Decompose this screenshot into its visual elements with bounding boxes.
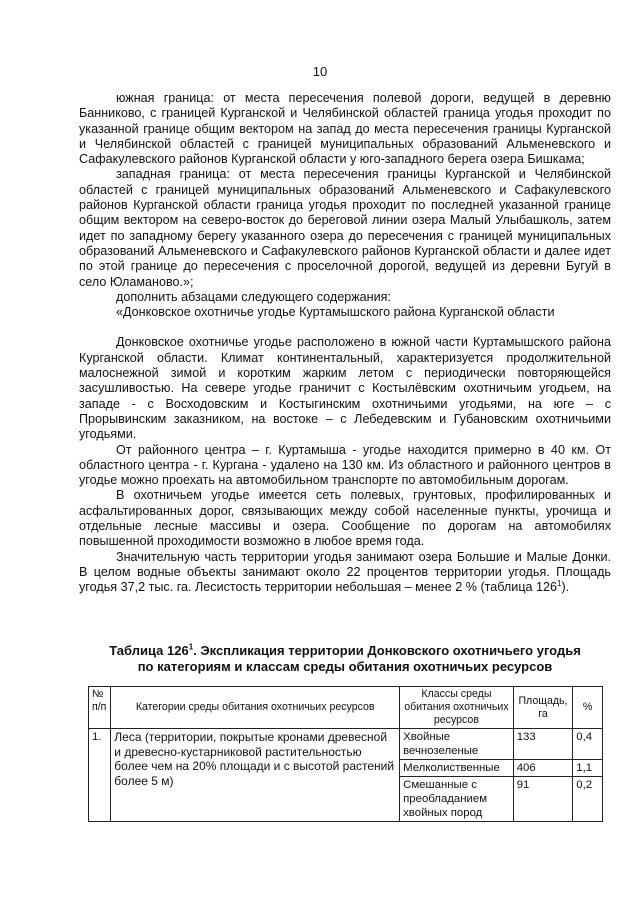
paragraph-location: Донковское охотничье угодье расположено в южной части Куртамышского района Курганской области. Климат континентальный, характеризуется продолжительной малоснежной зимой и коротким жарким летом с периодически повторяющейся засушливостью. На севере угодье граничит с Костылёвским охотничьим угодьем, на западе - с Восходовским и Костыгинским охотничьими угодьями, на юге – с Прорывинским заказником, на востоке – с Лебедевским и Губановским охотничьими угодьями.: [79, 335, 611, 442]
paragraph-lakes: [79, 550, 611, 596]
table-title-line1: . Экспликация территории Донковского охотничьего угодья: [193, 643, 581, 658]
paragraph-west-border: западная граница: от места пересечения границы Курганской и Челябинской областей с границей муниципальных образований Альменевского и Сафакулевского районов Курганской области граница угодья проходит по последней указанной границе общим вектором на северо-восток до береговой линии озера Малый Улыбашколь, затем идет по западному берегу указанного озера до пересечения с границей муниципальных образований Альменевского и Сафакулевского районов Курганской области и далее идет по этой границе до пересечения с проселочной дорогой, ведущей из деревни Бугуй в село Юламаново.»;: [79, 167, 611, 289]
row-class: Мелколиственные: [400, 760, 514, 777]
paragraph-lakes-text: Значительную часть территории угодья занимают озера Большие и Малые Донки. В целом водные объекты занимают около 22 процентов территории угодья. Площадь угодья 37,2 тыс. га. Лесистость территории небольшая – менее 2 % (таблица 126: [79, 549, 611, 595]
header-area: Площадь, га: [513, 687, 573, 729]
body-text: [79, 91, 611, 596]
table-header-row: [89, 687, 603, 729]
row-class: Смешанные с преобладанием хвойных пород: [400, 777, 514, 822]
paragraph-roads: В охотничьем угодье имеется сеть полевых, грунтовых, профилированных и асфальтированных дорог, связывающих между собой населенные пункты, урочища и отдельные лесные массивы и озера. Сообщение по дорогам на автомобилях повышенной проходимости возможно в любое время года.: [79, 488, 611, 549]
row-area: 91: [513, 777, 573, 822]
paragraph-south-border: южная граница: от места пересечения полевой дороги, ведущей в деревню Банниково, с границей Курганской и Челябинской областей граница угодья проходит по указанной границе общим вектором на запад до места пересечения границы Курганской и Челябинской областей с границей муниципальных образований Альменевского и Сафакулевского районов Курганской области у юго-западного берега озера Бишкама;: [79, 91, 611, 167]
paragraph-amendment: дополнить абзацами следующего содержания:: [116, 289, 391, 304]
header-class: Классы среды обитания охотничьих ресурсов: [400, 687, 514, 729]
row-area: 406: [513, 760, 573, 777]
header-percent: %: [573, 687, 603, 729]
row-class: Хвойные вечнозеленые: [400, 729, 514, 760]
header-category: Категории среды обитания охотничьих ресурсов: [111, 687, 400, 729]
explication-table: [88, 686, 603, 822]
paragraph-lakes-suffix: ).: [561, 580, 570, 595]
row-percent: 0,2: [573, 777, 603, 822]
row-category: Леса (территории, покрытые кронами древесной и древесно-кустарниковой растительностью более чем на 20% площади и с высотой растений более 5 м): [111, 729, 400, 822]
table-title: [79, 643, 611, 675]
section-heading: «Донковское охотничье угодье Куртамышского района Курганской области: [116, 305, 555, 320]
table-title-prefix: Таблица 126: [109, 643, 189, 658]
page-number: 10: [312, 64, 328, 79]
table-row: [89, 729, 603, 760]
paragraph-lakes-sup: 1: [557, 579, 562, 589]
row-num: 1.: [89, 729, 111, 822]
header-num: № п/п: [89, 687, 111, 729]
row-area: 133: [513, 729, 573, 760]
paragraph-distance: От районного центра – г. Куртамыша - угодье находится примерно в 40 км. От областного центра - г. Кургана - удалено на 130 км. Из областного и районного центров в угодье можно проехать на автомобильном транспорте по автомобильным дорогам.: [79, 442, 611, 488]
row-percent: 1,1: [573, 760, 603, 777]
table-title-sup: 1: [188, 642, 194, 652]
row-percent: 0,4: [573, 729, 603, 760]
table-title-line2: по категориям и классам среды обитания охотничьих ресурсов: [137, 659, 553, 674]
